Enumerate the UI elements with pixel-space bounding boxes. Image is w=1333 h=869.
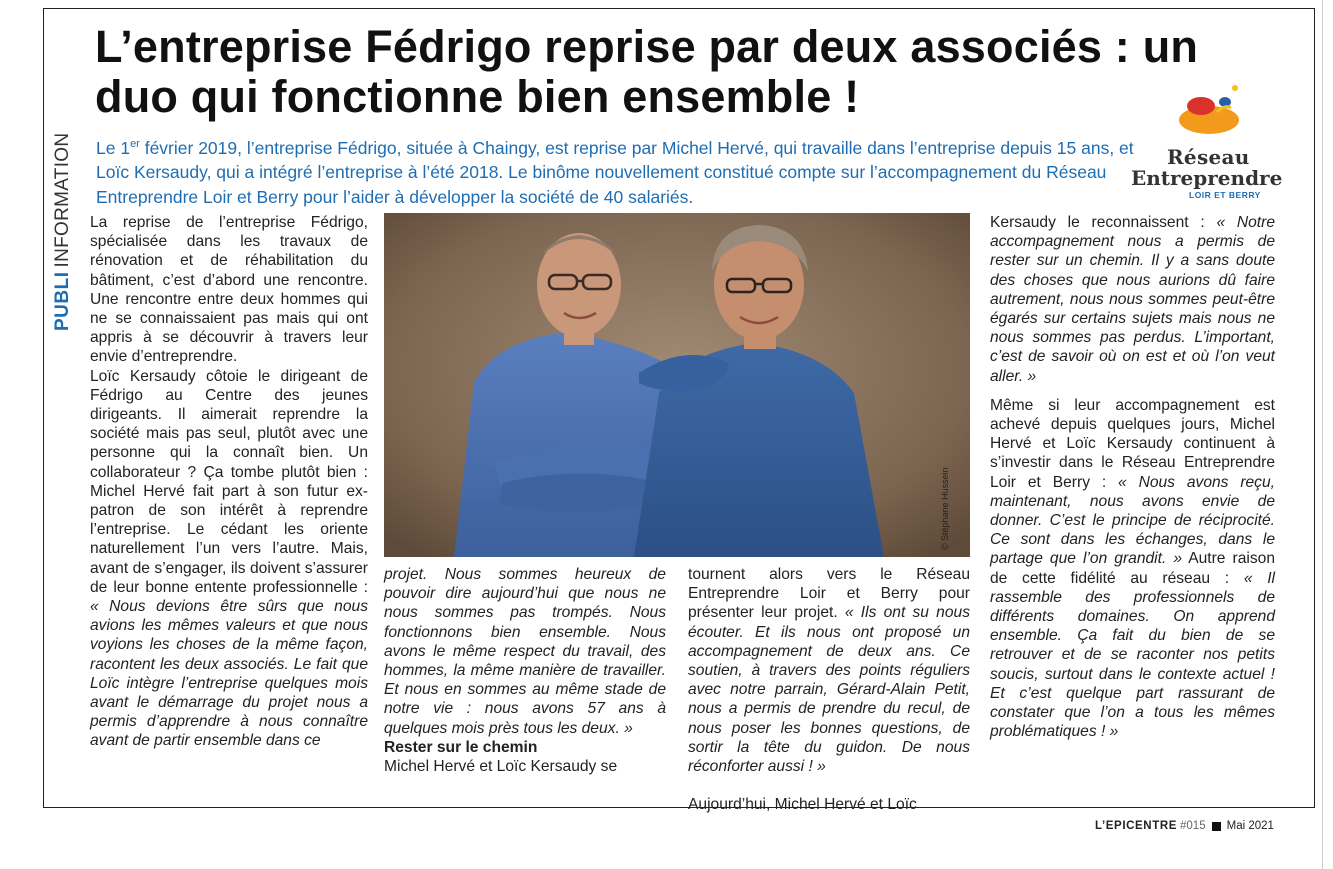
logo-mark-icon [1173,82,1243,140]
logo-line-region: LOIR ET BERRY [1189,190,1261,200]
portrait-illustration [384,213,970,557]
associates-photo [384,213,970,557]
article-column-1 [90,213,368,751]
magazine-name: L’EPICENTRE [1095,820,1178,832]
paragraph: Loïc Kersaudy côtoie le dirigeant de Fédrigo au Centre des jeunes dirigeants. Il aimerait reprendre la société mais pas seul, plutôt avec une personne qui la connaît bien. Un collaborateur ? Ça tombe plutôt bien : Michel Hervé fait part à son futur ex-patron de son intérêt à reprendre l’entreprise. Le cédant les oriente naturellement l’un vers l’autre. Mais, avant de s’engager, ils doivent s’assurer de leur bonne entente professionnelle : « Nous devions être sûrs que nous avions les mêmes valeurs et que nous voyions les choses de la même façon, racontent les deux associés. Le fait que Loïc intègre l’entreprise quelques mois avant le démarrage du projet nous a permis d’apprendre à nous connaître avant de partir ensemble dans ce [90,367,368,750]
article-column-3 [688,565,970,814]
section-subheading: Rester sur le chemin [384,738,538,756]
section-label-information: INFORMATION [52,132,73,268]
paragraph: Michel Hervé et Loïc Kersaudy se [384,758,618,776]
paragraph: La reprise de l’entreprise Fédrigo, spécialisée dans les travaux de rénovation et de réhabilitation du bâtiment, c’est d’abord une rencontre. Une rencontre entre deux hommes qui ne se connaissaient pas mais qui ont appris à se découvrir à travers leur envie d’entreprendre. [90,214,368,366]
article-column-4 [990,213,1275,741]
issue-number: #015 [1180,820,1206,832]
issue-date: Mai 2021 [1226,820,1274,832]
paragraph: tournent alors vers le Réseau Entreprendre Loir et Berry pour présenter leur projet. « Ils ont su nous écouter. Et ils nous ont proposé un accompagnement de deux ans. Ce soutien, à travers des points réguliers avec notre parrain, Gérard-Alain Petit, nous a permis de prendre du recul, de nous poser les bonnes questions, de sortir la tête du guidon. De nous réconforter aussi ! » [688,566,971,776]
logo-line-entreprendre: Entreprendre [1131,166,1283,190]
article-column-2 [384,565,666,776]
logo-line-reseau: Réseau [1167,145,1250,169]
paragraph: Aujourd’hui, Michel Hervé et Loïc [688,796,917,814]
reseau-entreprendre-logo [1125,82,1283,202]
article-lead: Le 1er février 2019, l’entreprise Fédrigo, située à Chaingy, est reprise par Michel Hervé, qui travaille dans l’entreprise depuis 15 ans, et Loïc Kersaudy, qui a intégré l’entreprise à l’été 2018. Le binôme nouvellement constitué compte sur l’accompagnement du Réseau Entreprendre Loir et Berry pour l’aider à développer la société de 40 salariés. [96,137,1134,207]
section-label-publi: PUBLI [52,271,73,331]
section-label [50,95,76,331]
separator-square [1212,822,1221,831]
paragraph: Kersaudy le reconnaissent : « Notre accompagnement nous a permis de rester sur un chemin. Il y a sans doute des choses que nous aurions dû faire autrement, nous nous sommes peut-être égarés sur certains sujets mais nous ne nous sommes pas perdus. L’important, c’est de savoir où on est et où l’on veut aller. » [990,214,1276,385]
paragraph: Même si leur accompagnement est achevé depuis quelques jours, Michel Hervé et Loïc Kersaudy continuent à s’investir dans le Réseau Entreprendre Loir et Berry : « Nous avons reçu, maintenant, nous avons envie de donner. C’est le principe de réciprocité. Ce sont dans les échanges, dans le partage que l’on grandit. » Autre raison de cette fidélité au réseau : « Il rassemble des professionnels de différents domaines. On apprend ensemble. Ça fait du bien de se retrouver et de se raconter nos petits soucis, surtout dans le contexte actuel ! Et c’est quelque part rassurant de constater que l’on a tous les mêmes problématiques ! » [990,396,1275,741]
paragraph: projet. Nous sommes heureux de pouvoir dire aujourd’hui que nous ne nous sommes pas trompés. Nous fonctionnons bien ensemble. Nous avons le même respect du travail, des hommes, la même manière de travailler. Et nous en sommes au même stade de notre vie : nous avons 57 ans à quelques mois près tous les deux. » [384,566,666,737]
page-footer [1095,818,1274,834]
page-edge [1322,0,1323,869]
article-title: L’entreprise Fédrigo reprise par deux associés : un duo qui fonctionne bien ensemble ! [95,21,1199,122]
photo-credit: © Stéphane Hussein [940,467,950,550]
